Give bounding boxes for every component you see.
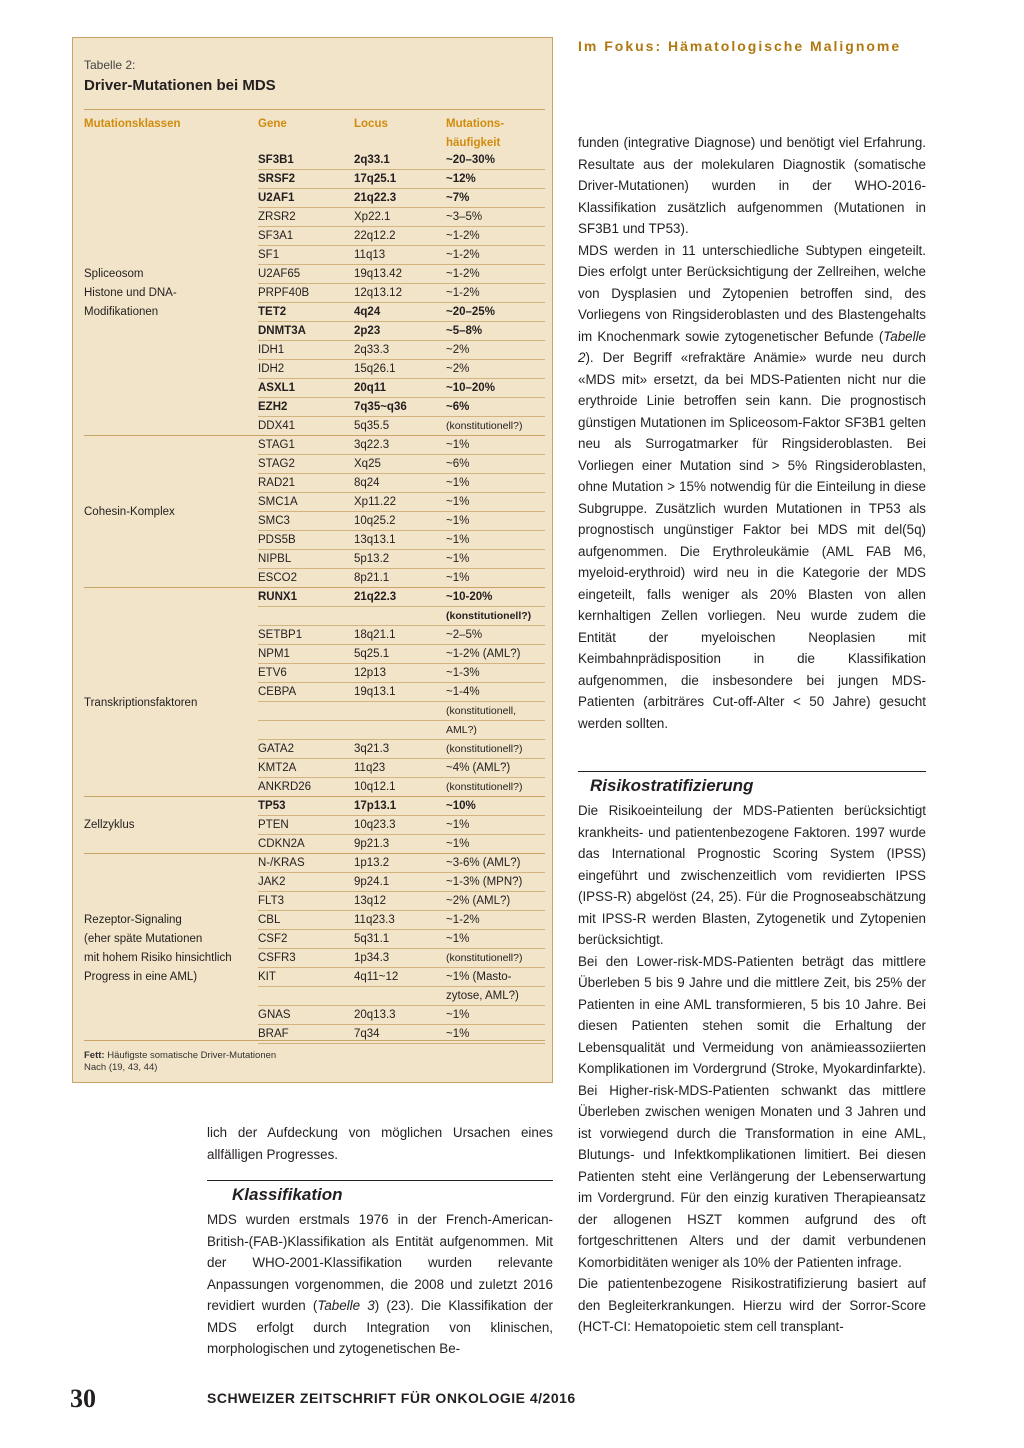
gene-cell: CSFR3: [258, 952, 296, 964]
page-number: 30: [70, 1384, 96, 1413]
frequency-cell: ~1%: [446, 1028, 470, 1040]
gene-cell: TET2: [258, 306, 287, 318]
running-head: Im Fokus: Hämatologische Malignome: [578, 38, 902, 54]
frequency-cell: ~4% (AML?): [446, 762, 511, 774]
frequency-cell: (konstitutionell?): [446, 610, 532, 622]
section-heading-klassifikation: Klassifikation: [232, 1185, 343, 1204]
mutation-class-label: [84, 503, 175, 522]
gene-cell: STAG2: [258, 458, 295, 470]
mutation-class-line: (eher späte Mutationen: [84, 933, 203, 945]
locus-cell: 10q12.1: [354, 781, 396, 793]
locus-cell: 10q23.3: [354, 819, 396, 831]
section-rule: [207, 1180, 553, 1181]
locus-cell: 1p34.3: [354, 952, 390, 964]
locus-cell: 11q23.3: [354, 914, 395, 926]
locus-cell: 8p21.1: [354, 572, 390, 584]
footnote-bold-label: Fett:: [84, 1050, 105, 1061]
paragraph: Die Risikoeinteilung der MDS-Patienten berücksichtigt krankheits- und patientenbezogene Faktoren. 1997 wurde das International Prognostic Scoring System (IPSS) eingeführt und zwischenzeitlich vom revidierten IPSS (IPSS-R) abgelöst (24, 25). Für die Prognoseabschätzung mit IPSS-R werden Blasten, Zytogenetik und Zytopenien berücksichtigt.: [578, 803, 926, 947]
gene-cell: RUNX1: [258, 591, 297, 603]
frequency-cell: ~5–8%: [446, 325, 483, 337]
gene-cell: U2AF1: [258, 192, 295, 204]
frequency-cell: (konstitutionell?): [446, 743, 523, 755]
group-separator: [84, 587, 545, 588]
table-reference: Tabelle 3: [317, 1298, 375, 1313]
locus-cell: 11q23: [354, 762, 386, 774]
frequency-cell: AML?): [446, 724, 477, 736]
gene-cell: RAD21: [258, 477, 296, 489]
frequency-cell: ~2%: [446, 344, 470, 356]
gene-cell: JAK2: [258, 876, 286, 888]
table-title: Driver-Mutationen bei MDS: [84, 77, 276, 94]
paragraph: Bei den Lower-risk-MDS-Patienten beträgt das mittlere Überleben 5 bis 9 Jahre und die mittlere Zeit, bis 25% der Patienten in eine AML transformieren, 5 bis 10 Jahre. Bei diesen Patienten stehen somit die Erhaltung der Lebensqualität und Vermeidung von anämieassoziierten Komplikationen im Vordergrund (Stroke, Myokardinfarkte). Bei Higher-risk-MDS-Patienten schwankt das mittlere Überleben zwischen wenigen Monaten und 3 Jahren und ist vorwiegend durch die Transformation in eine AML, Blutungs- und Infektkomplikationen limitiert. Bei diesen Patienten steht eine Verlängerung der Lebenserwartung im Vordergrund. Für den einzig kurativen Therapieansatz der allogenen HSZT kommen aufgrund des oft fortgeschrittenen Alters und der damit verbundenen Komorbiditäten weniger als 10% der Patienten infrage.: [578, 953, 926, 1270]
gene-cell: SF1: [258, 249, 280, 261]
row-separator: [258, 1043, 545, 1044]
locus-cell: 2p23: [354, 325, 381, 337]
frequency-cell: ~1%: [446, 933, 470, 945]
locus-cell: 9p24.1: [354, 876, 390, 888]
locus-cell: 12q13.12: [354, 287, 402, 299]
footnote-text: Häufigste somatische Driver-Mutationen: [104, 1050, 277, 1061]
frequency-cell: (konstitutionell?): [446, 420, 523, 432]
gene-cell: SRSF2: [258, 173, 296, 185]
frequency-cell: ~2–5%: [446, 629, 483, 641]
gene-cell: EZH2: [258, 401, 288, 413]
mutation-class-line: Transkriptionsfaktoren: [84, 697, 198, 710]
col-header-freq: [446, 115, 504, 153]
locus-cell: Xp22.1: [354, 211, 391, 223]
gene-cell: DDX41: [258, 420, 296, 432]
locus-cell: 19q13.1: [354, 686, 396, 698]
paragraph: lich der Aufdeckung von möglichen Ursachen eines allfälligen Progresses.: [207, 1125, 553, 1162]
frequency-cell: (konstitutionell?): [446, 952, 523, 964]
paragraph: funden (integrative Diagnose) und benötigt viel Erfahrung. Resultate aus der molekularen Diagnostik (somatische Driver-Mutationen) wurden in der WHO-2016-Klassifikation zusätzlich aufgenommen (Mutationen in SF3B1 und TP53).: [578, 135, 926, 236]
gene-cell: DNMT3A: [258, 325, 306, 337]
locus-cell: 5p13.2: [354, 553, 390, 565]
gene-cell: KMT2A: [258, 762, 297, 774]
gene-cell: TP53: [258, 800, 286, 812]
locus-cell: 13q12: [354, 895, 386, 907]
frequency-cell: ~1%: [446, 496, 470, 508]
left-column-top-text: [207, 1122, 553, 1165]
frequency-cell: ~6%: [446, 401, 470, 413]
gene-cell: ETV6: [258, 667, 287, 679]
mutation-class-line: mit hohem Risiko hinsichtlich: [84, 952, 232, 964]
locus-cell: 22q12.2: [354, 230, 396, 242]
risk-section-text: [578, 800, 926, 1338]
locus-cell: 20q11: [354, 382, 386, 394]
table-bottom-rule: [84, 1040, 545, 1041]
mutation-class-line: Cohesin-Komplex: [84, 505, 175, 518]
mutation-class-line: Progress in eine AML): [84, 971, 198, 983]
frequency-cell: ~1%: [446, 838, 470, 850]
gene-cell: GNAS: [258, 1009, 291, 1021]
locus-cell: 3q22.3: [354, 439, 390, 451]
gene-cell: ESCO2: [258, 572, 297, 584]
col-header-class: Mutationsklassen: [84, 118, 181, 130]
frequency-cell: ~1%: [446, 534, 470, 546]
mutation-class-label: [84, 911, 232, 987]
group-separator: [84, 435, 545, 436]
frequency-cell: ~1-4%: [446, 686, 480, 698]
frequency-cell: ~1-2%: [446, 287, 480, 299]
group-separator: [84, 853, 545, 854]
frequency-cell: ~1-3%: [446, 667, 480, 679]
section-heading-risk: Risikostratifizierung: [590, 776, 754, 795]
frequency-cell: ~1%: [446, 553, 470, 565]
gene-cell: CDKN2A: [258, 838, 305, 850]
table-row: [0, 778, 1024, 797]
mutation-class-label: [84, 816, 134, 835]
frequency-cell: ~10–20%: [446, 382, 495, 394]
locus-cell: 18q21.1: [354, 629, 396, 641]
gene-cell: GATA2: [258, 743, 294, 755]
mutation-class-line: Rezeptor-Signaling: [84, 914, 182, 926]
locus-cell: 7q34: [354, 1028, 380, 1040]
frequency-cell: ~10-20%: [446, 591, 493, 603]
frequency-cell: ~10%: [446, 800, 476, 812]
frequency-cell: ~1%: [446, 1009, 470, 1021]
gene-cell: IDH1: [258, 344, 285, 356]
gene-cell: CSF2: [258, 933, 288, 945]
locus-cell: 21q22.3: [354, 591, 397, 603]
locus-cell: 15q26.1: [354, 363, 396, 375]
locus-cell: 2q33.1: [354, 154, 390, 166]
locus-cell: 2q33.3: [354, 344, 390, 356]
frequency-cell: ~20–30%: [446, 154, 495, 166]
locus-cell: 1p13.2: [354, 857, 390, 869]
col-header-gene: Gene: [258, 118, 287, 130]
locus-cell: 11q13: [354, 249, 386, 261]
right-column-text: [578, 132, 926, 734]
paragraph: MDS werden in 11 unterschiedliche Subtypen eingeteilt. Dies erfolgt unter Berücksichtigung der Zellreihen, welche von Dysplasien und Zytopenien betroffen sind, des Vorliegens von Ringsideroblasten und des Blastengehalts im Knochenmark sowie zytogenetischer Befunde (Tabelle 2). Der Begriff «refraktäre Anämie» wurde neu durch «MDS mit» ersetzt, da bei MDS-Patienten nicht nur die erythroide Linie betroffen sein kann. Die prognostisch günstigen Mutationen im Spliceosom-Faktor SF3B1 gelten neu als Surrogatmarker für Ringsideroblasten. Bei Vorliegen einer Mutation sind > 5% Ringsideroblasten, ohne Mutation > 15% notwendig für die Einteilung in diese Subgruppe. Zusätzlich wurden Mutationen in TP53 als prognostisch ungünstiger Faktor bei MDS mit del(5q) aufgenommen. Die Erythroleukämie (AML FAB M6, myeloid-erythroid) wird neu in die Kategorie der MDS eingeteilt, falls weniger als 20% Blasten von allen kernhaltigen Zellen vorliegen. Neu wurde zudem die Entität der myeloischen Neoplasien mit Keimbahnprädisposition in die Klassifikation aufgenommen, die insbesondere bei jungen MDS-Patienten (arbiträres Cut-off-Alter < 50 Jahre) gesucht werden sollten.: [578, 242, 926, 731]
frequency-cell: ~1%: [446, 477, 470, 489]
gene-cell: ASXL1: [258, 382, 296, 394]
gene-cell: U2AF65: [258, 268, 301, 280]
gene-cell: IDH2: [258, 363, 285, 375]
frequency-cell: zytose, AML?): [446, 990, 519, 1002]
table-caption: Tabelle 2:: [84, 58, 136, 72]
locus-cell: Xp11.22: [354, 496, 396, 508]
gene-cell: PDS5B: [258, 534, 296, 546]
gene-cell: SF3B1: [258, 154, 294, 166]
frequency-cell: ~1-3% (MPN?): [446, 876, 523, 888]
frequency-cell: ~1%: [446, 572, 470, 584]
gene-cell: N-/KRAS: [258, 857, 305, 869]
locus-cell: 10q25.2: [354, 515, 396, 527]
frequency-cell: ~6%: [446, 458, 470, 470]
locus-cell: Xq25: [354, 458, 381, 470]
locus-cell: 13q13.1: [354, 534, 396, 546]
col-header-locus: Locus: [354, 118, 388, 130]
gene-cell: CEBPA: [258, 686, 297, 698]
locus-cell: 4q24: [354, 306, 381, 318]
table-reference: Tabelle 2: [578, 328, 926, 365]
gene-cell: SF3A1: [258, 230, 294, 242]
locus-cell: 8q24: [354, 477, 380, 489]
footnote-references: Nach (19, 43, 44): [84, 1062, 158, 1073]
frequency-cell: ~1-2%: [446, 230, 480, 242]
group-separator: [84, 796, 545, 797]
frequency-cell: ~1-2%: [446, 914, 480, 926]
table-footnote: [84, 1050, 276, 1074]
gene-cell: ANKRD26: [258, 781, 312, 793]
locus-cell: 9p21.3: [354, 838, 390, 850]
gene-cell: SMC3: [258, 515, 290, 527]
gene-cell: ZRSR2: [258, 211, 296, 223]
section-rule: [578, 771, 926, 772]
frequency-cell: ~1-2%: [446, 268, 480, 280]
mutation-class-line: Spliceosom: [84, 268, 144, 280]
locus-cell: 17q25.1: [354, 173, 397, 185]
gene-cell: KIT: [258, 971, 276, 983]
mutation-class-line: Modifikationen: [84, 306, 159, 318]
locus-cell: 5q31.1: [354, 933, 390, 945]
gene-cell: PTEN: [258, 819, 289, 831]
frequency-cell: ~2%: [446, 363, 470, 375]
col-header-freq-line2: häufigkeit: [446, 137, 501, 149]
gene-cell: NIPBL: [258, 553, 292, 565]
frequency-cell: ~1%: [446, 819, 470, 831]
locus-cell: 5q35.5: [354, 420, 390, 432]
locus-cell: 5q25.1: [354, 648, 390, 660]
frequency-cell: ~1-2%: [446, 249, 480, 261]
gene-cell: SMC1A: [258, 496, 298, 508]
frequency-cell: ~1%: [446, 515, 470, 527]
table-row: [0, 740, 1024, 759]
locus-cell: 7q35~q36: [354, 401, 407, 413]
paragraph: Die patientenbezogene Risikostratifizierung basiert auf den Begleiterkrankungen. Hierzu wird der Sorror-Score (HCT-CI: Hematopoietic stem cell transplant-: [578, 1276, 926, 1334]
locus-cell: 3q21.3: [354, 743, 390, 755]
table-top-rule: [84, 109, 545, 110]
paragraph: MDS wurden erstmals 1976 in der French-American-British-(FAB-)Klassifikation als Entität aufgenommen. Mit der WHO-2001-Klassifikation wurden relevante Anpassungen vorgenommen, die 2008 und zuletzt 2016 revidiert wurden (Tabelle 3) (23). Die Klassifikation der MDS erfolgt durch Integration von klinischen, morphologischen und zytogenetischen Be-: [207, 1212, 554, 1356]
locus-cell: 12p13: [354, 667, 386, 679]
locus-cell: 21q22.3: [354, 192, 397, 204]
frequency-cell: ~3-6% (AML?): [446, 857, 521, 869]
mutation-class-label: [84, 694, 197, 713]
gene-cell: SETBP1: [258, 629, 303, 641]
mutation-class-line: Histone und DNA-: [84, 287, 177, 299]
locus-cell: 19q13.42: [354, 268, 402, 280]
mutation-class-label: [84, 265, 177, 322]
gene-cell: PRPF40B: [258, 287, 310, 299]
table-row: [0, 759, 1024, 778]
locus-cell: 17p13.1: [354, 800, 397, 812]
frequency-cell: (konstitutionell,: [446, 705, 517, 717]
frequency-cell: (konstitutionell?): [446, 781, 523, 793]
frequency-cell: ~20–25%: [446, 306, 495, 318]
gene-cell: FLT3: [258, 895, 284, 907]
gene-cell: BRAF: [258, 1028, 289, 1040]
frequency-cell: ~1%: [446, 439, 470, 451]
locus-cell: 4q11~12: [354, 971, 399, 983]
frequency-cell: ~1% (Masto-: [446, 971, 512, 983]
mutation-class-line: Zellzyklus: [84, 819, 135, 831]
locus-cell: 20q13.3: [354, 1009, 396, 1021]
gene-cell: CBL: [258, 914, 281, 926]
journal-name: SCHWEIZER ZEITSCHRIFT FÜR ONKOLOGIE 4/2016: [207, 1390, 576, 1406]
col-header-freq-line1: Mutations-: [446, 118, 505, 130]
frequency-cell: ~12%: [446, 173, 476, 185]
frequency-cell: ~7%: [446, 192, 470, 204]
frequency-cell: ~3–5%: [446, 211, 483, 223]
klassifikation-text: [207, 1209, 553, 1360]
gene-cell: NPM1: [258, 648, 290, 660]
frequency-cell: ~1-2% (AML?): [446, 648, 521, 660]
frequency-cell: ~2% (AML?): [446, 895, 511, 907]
gene-cell: STAG1: [258, 439, 295, 451]
